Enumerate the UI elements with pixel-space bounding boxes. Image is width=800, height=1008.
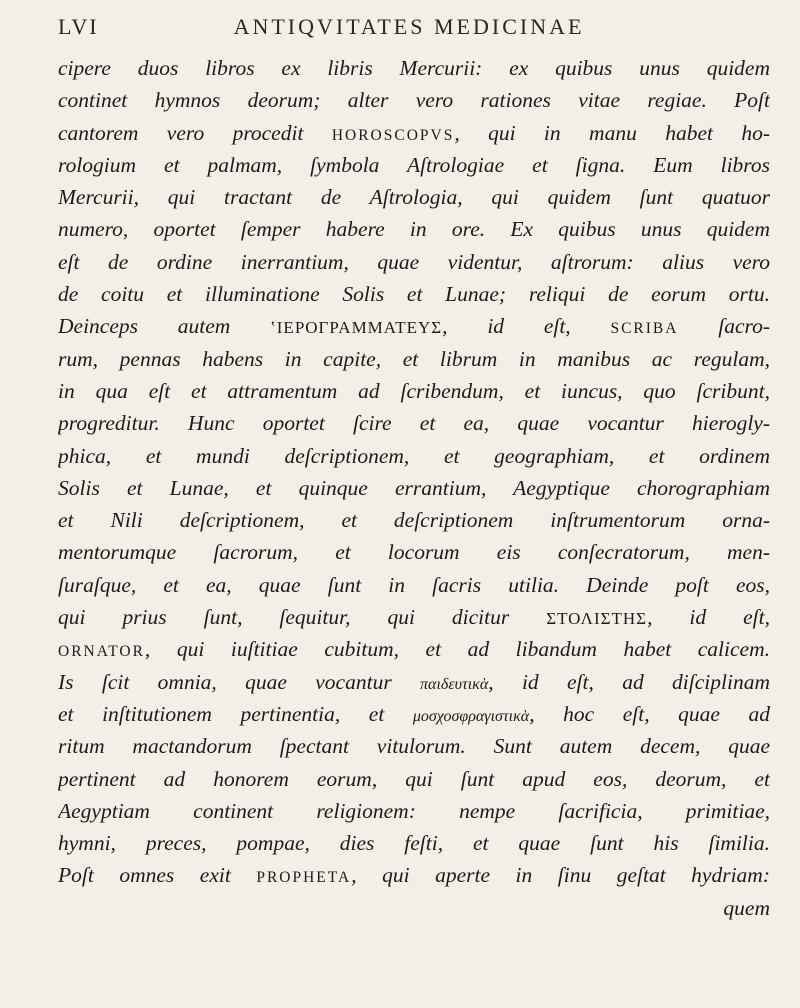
text-segment: Is ſcit omnia, quae vocantur (58, 669, 421, 694)
text-line (58, 181, 770, 213)
text-line (58, 536, 770, 568)
text-line (58, 52, 770, 84)
text-line (58, 730, 770, 762)
text-line (58, 84, 770, 116)
text-segment: quem (723, 895, 770, 920)
small-caps-term: ORNATOR (58, 643, 145, 661)
text-line (58, 375, 770, 407)
text-line (58, 795, 770, 827)
text-segment: , id eſt, ad diſciplinam (488, 669, 770, 694)
small-caps-term: HOROSCOPVS (331, 126, 455, 144)
text-line (58, 633, 770, 665)
small-caps-term: SCRIBA (610, 320, 679, 338)
text-segment: et Nili deſcriptionem, et deſcriptionem inſtrumentorum orna- (58, 508, 770, 533)
body-text (58, 52, 770, 924)
text-segment: in qua eſt et attramentum ad ſcribendum, et iuncus, quo ſcribunt, (58, 378, 770, 403)
text-segment: ritum mactandorum ſpectant vitulorum. Sunt autem decem, quae (58, 734, 770, 759)
text-segment: ſuraſque, et ea, quae ſunt in ſacris utilia. Deinde poſt eos, (58, 572, 770, 597)
text-segment: eſt de ordine inerrantium, quae videntur, aſtrorum: alius vero (58, 249, 770, 274)
text-line (58, 666, 770, 698)
text-segment: hymni, preces, pompae, dies feſti, et quae ſunt his ſimilia. (58, 831, 770, 856)
running-head (58, 14, 760, 44)
text-segment: rologium et palmam, ſymbola Aſtrologiae et ſigna. Eum libros (58, 152, 770, 177)
page-number: LVI (58, 14, 99, 39)
text-segment: Mercurii, qui tractant de Aſtrologia, qui quidem ſunt quatuor (58, 185, 770, 210)
text-segment: qui prius ſunt, ſequitur, qui dicitur (58, 605, 547, 630)
greek-term: ʽΙΕΡΟΓΡΑΜΜΑΤΕΥΣ (270, 318, 443, 338)
text-segment: ſacro- (678, 314, 770, 339)
text-line (58, 892, 770, 924)
text-line (58, 117, 770, 149)
text-line (58, 698, 770, 730)
running-title: ANTIQVITATES MEDICINAE (233, 14, 585, 39)
text-segment: et inſtitutionem pertinentia, et (58, 701, 413, 726)
text-line (58, 763, 770, 795)
greek-term: μοσχοσφραγιστικὰ (412, 707, 530, 725)
text-segment: continet hymnos deorum; alter vero rationes vitae regiae. Poſt (58, 88, 770, 113)
text-segment: Deinceps autem (58, 314, 271, 339)
text-segment: , hoc eſt, quae ad (529, 701, 770, 726)
text-segment: numero, oportet ſemper habere in ore. Ex quibus unus quidem (58, 217, 770, 242)
text-segment: , qui iuſtitiae cubitum, et ad libandum habet calicem. (144, 637, 770, 662)
text-segment: de coitu et illuminatione Solis et Lunae; reliqui de eorum ortu. (58, 282, 770, 307)
text-line (58, 601, 770, 633)
text-line (58, 278, 770, 310)
text-segment: , qui aperte in ſinu geſtat hydriam: (351, 863, 770, 888)
text-segment: , id eſt, (647, 605, 770, 630)
text-line (58, 407, 770, 439)
text-segment: Solis et Lunae, et quinque errantium, Aegyptique chorographiam (58, 475, 770, 500)
text-segment: , qui in manu habet ho- (454, 120, 770, 145)
text-segment: Aegyptiam continent religionem: nempe ſacrificia, primitiae, (58, 798, 770, 823)
text-line (58, 213, 770, 245)
greek-term: παιδευτικὰ (420, 675, 489, 693)
greek-term: ΣΤΟΛΙΣΤΗΣ (546, 609, 648, 629)
text-line (58, 569, 770, 601)
text-line (58, 246, 770, 278)
text-segment: mentorumque ſacrorum, et locorum eis conſecratorum, men- (58, 540, 770, 565)
text-line (58, 310, 770, 342)
text-segment: cantorem vero procedit (58, 120, 332, 145)
text-segment: , id eſt, (442, 314, 611, 339)
text-segment: rum, pennas habens in capite, et librum in manibus ac regulam, (58, 346, 770, 371)
text-line (58, 859, 770, 891)
text-line (58, 827, 770, 859)
small-caps-term: PROPHETA (256, 869, 352, 887)
text-segment: pertinent ad honorem eorum, qui ſunt apud eos, deorum, et (58, 766, 770, 791)
text-segment: Poſt omnes exit (58, 863, 257, 888)
text-line (58, 149, 770, 181)
text-line (58, 504, 770, 536)
text-segment: phica, et mundi deſcriptionem, et geographiam, et ordinem (58, 443, 770, 468)
text-line (58, 343, 770, 375)
text-line (58, 440, 770, 472)
text-segment: cipere duos libros ex libris Mercurii: ex quibus unus quidem (58, 56, 770, 80)
text-segment: progreditur. Hunc oportet ſcire et ea, quae vocantur hierogly- (58, 411, 770, 436)
text-line (58, 472, 770, 504)
